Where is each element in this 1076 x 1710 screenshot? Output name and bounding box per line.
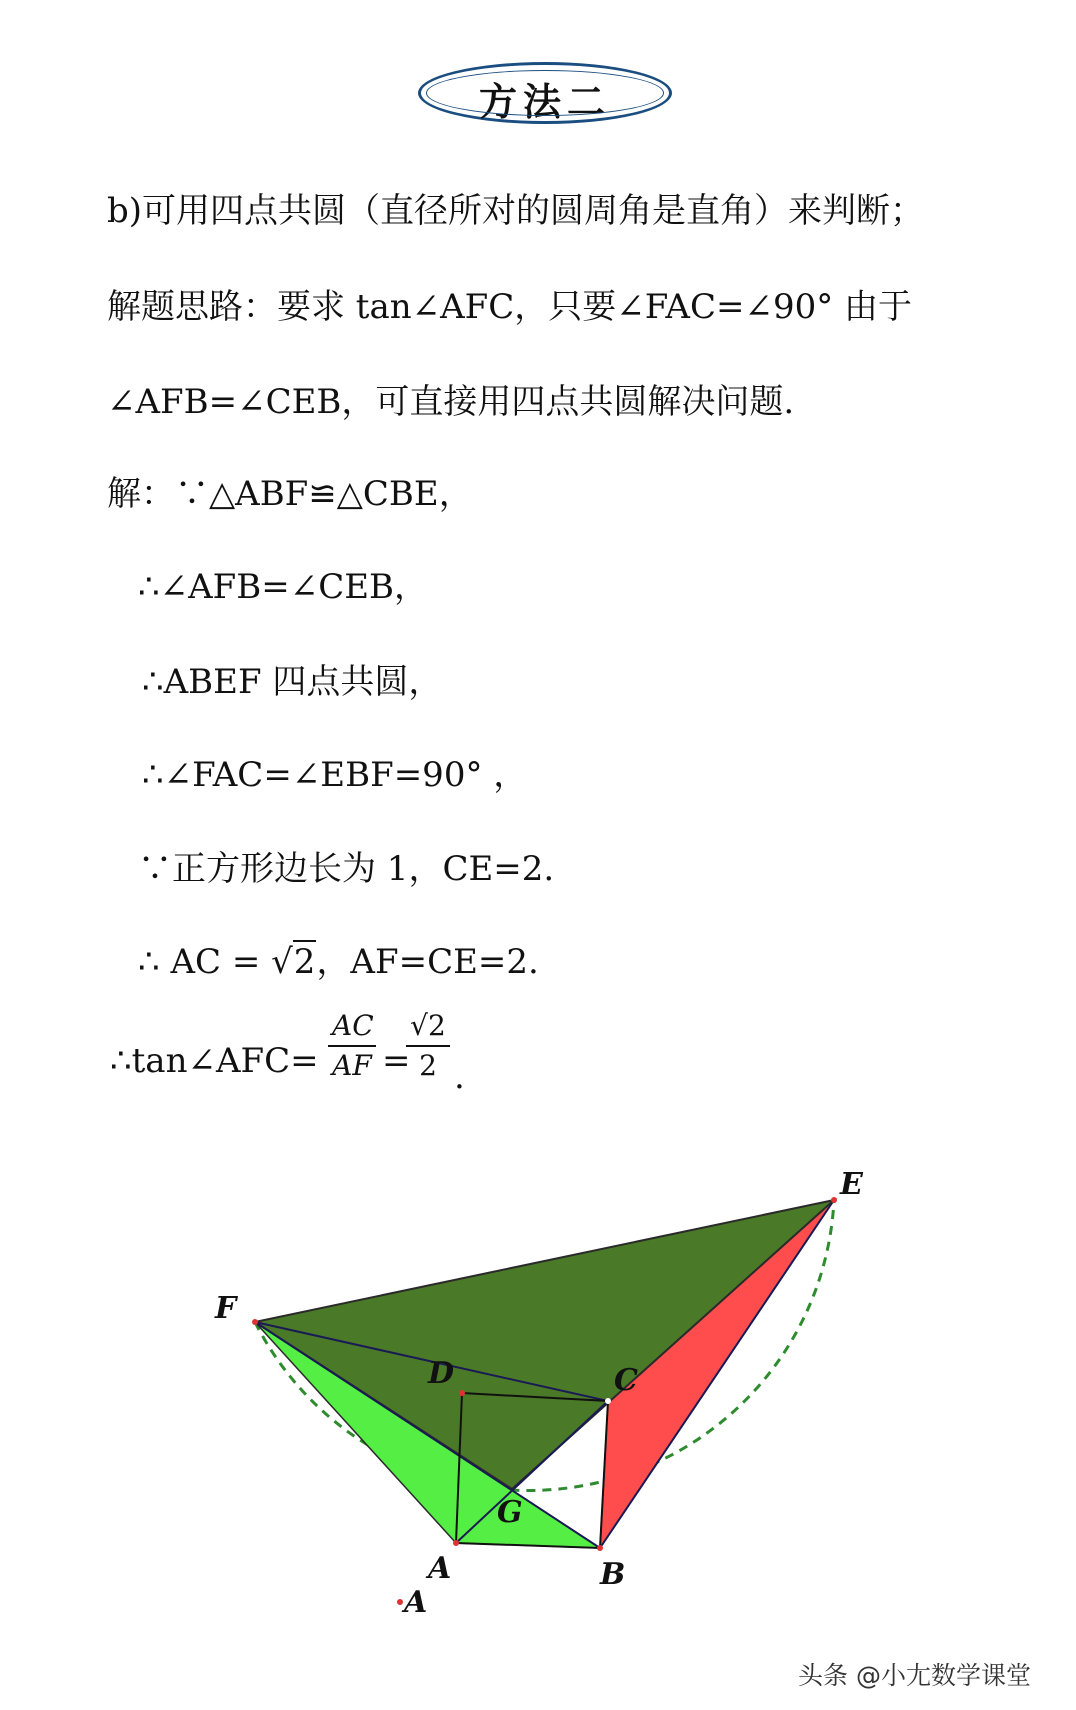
lengths-suffix: ，AF=CE=2.: [316, 942, 539, 982]
line-method-b: b)可用四点共圆（直径所对的圆周角是直角）来判断；: [107, 191, 925, 231]
geometry-diagram: [0, 1130, 1076, 1650]
lengths-prefix: ∴ AC =: [138, 942, 272, 982]
line-step-lengths: [138, 942, 539, 982]
line-idea-1: 解题思路：要求 tan∠AFC，只要∠FAC=∠90° 由于: [107, 287, 913, 327]
fraction-numerator: AC: [332, 1009, 374, 1042]
label-e: E: [840, 1167, 863, 1202]
label-d: D: [428, 1356, 455, 1391]
sqrt-sign: √: [271, 942, 293, 982]
line-step-concyclic: ∴ABEF 四点共圆，: [142, 662, 443, 702]
fraction-denominator: AF: [332, 1049, 372, 1082]
line-idea-2: ∠AFB=∠CEB，可直接用四点共圆解决问题.: [107, 382, 795, 422]
label-b: B: [600, 1557, 626, 1592]
point-b: [597, 1545, 603, 1551]
sqrt-argument: 2: [293, 942, 316, 982]
label-c: C: [614, 1363, 638, 1398]
line-solution-start: 解：∵△ABF≌△CBE，: [107, 474, 473, 514]
title-badge: [418, 62, 672, 124]
label-g: G: [497, 1495, 523, 1530]
title-text: 方法二: [478, 80, 611, 124]
label-a-duplicate: A: [404, 1585, 428, 1620]
fraction-denominator: 2: [419, 1049, 437, 1082]
point-c: [605, 1398, 611, 1404]
equals-sign: =: [382, 1041, 411, 1081]
point-a: [453, 1540, 459, 1546]
watermark: 头条 @小尢数学课堂: [798, 1661, 1031, 1690]
fraction-ac-af: [328, 1009, 376, 1082]
label-a: A: [428, 1551, 452, 1586]
label-f: F: [215, 1291, 237, 1326]
line-step-right-angle: ∴∠FAC=∠EBF=90° ，: [142, 755, 528, 795]
point-e: [831, 1197, 837, 1203]
line-conclusion: ∴tan∠AFC=: [110, 1041, 319, 1081]
fraction-result: [406, 1009, 450, 1082]
fraction-numerator: √2: [410, 1009, 446, 1042]
line-step-given: ∵正方形边长为 1，CE=2.: [138, 849, 555, 889]
point-f: [252, 1319, 258, 1325]
point-d: [459, 1390, 465, 1396]
final-period: .: [454, 1057, 465, 1097]
line-step-angle: ∴∠AFB=∠CEB，: [138, 567, 429, 607]
triangle-feg: [255, 1200, 834, 1489]
point-a-duplicate: [397, 1599, 403, 1605]
